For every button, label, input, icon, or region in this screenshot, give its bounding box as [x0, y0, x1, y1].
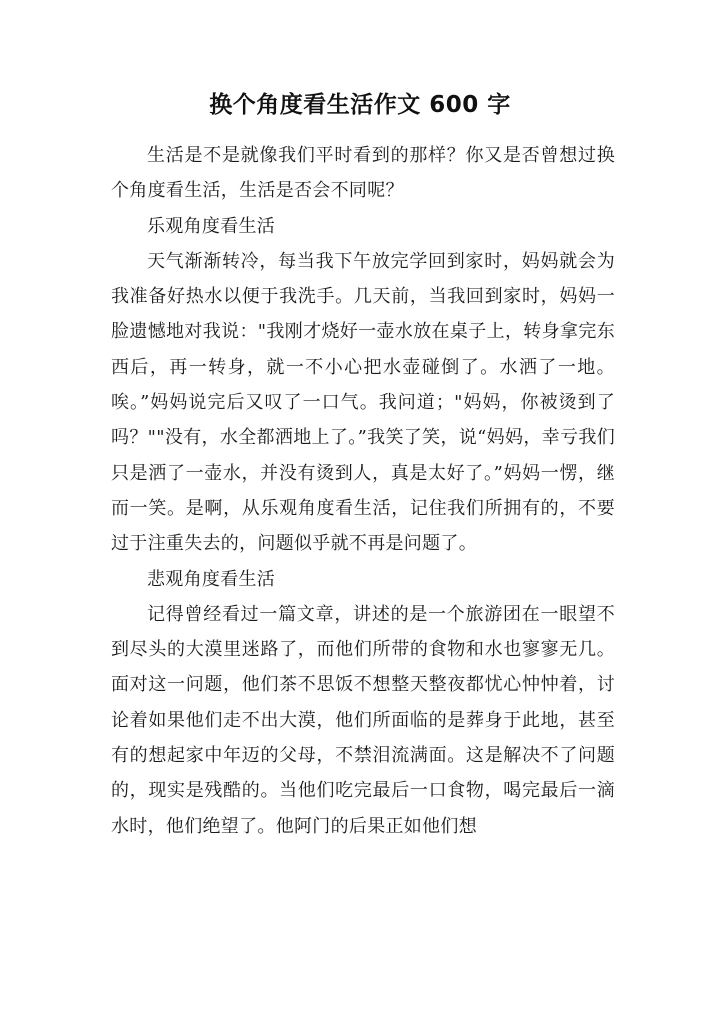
paragraph-pessimistic: 记得曾经看过一篇文章，讲述的是一个旅游团在一眼望不到尽头的大漠里迷路了，而他们所带的食物和水也寥寥无几。面对这一问题，他们茶不思饭不想整天整夜都忧心忡忡着，讨论着如果他们走不出大漠，他们所面临的是葬身于此地，甚至有的想起家中年迈的父母，不禁泪流满面。这是解决不了问题的，现实是残酷的。当他们吃完最后一口食物，喝完最后一滴水时，他们绝望了。他阿门的后果正如他们想 — [111, 603, 615, 837]
section-heading-pessimistic: 悲观角度看生活 — [147, 568, 276, 590]
section-heading-optimistic: 乐观角度看生活 — [147, 215, 276, 237]
paragraph-intro: 生活是不是就像我们平时看到的那样？你又是否曾想过换个角度看生活，生活是否会不同呢？ — [111, 145, 615, 202]
article-body — [111, 138, 615, 844]
page-title: 换个角度看生活作文 600 字 — [209, 92, 511, 118]
paragraph-optimistic: 天气渐渐转冷，每当我下午放完学回到家时，妈妈就会为我准备好热水以便于我洗手。几天前，当我回到家时，妈妈一脸遗憾地对我说："我刚才烧好一壶水放在桌子上，转身拿完东西后，再一转身，就一不小心把水壶碰倒了。水洒了一地。唉。”妈妈说完后又叹了一口气。我问道；"妈妈，你被烫到了吗？""没有，水全都洒地上了。”我笑了笑，说“妈妈，幸亏我们只是洒了一壶水，并没有烫到人，真是太好了。”妈妈一愣，继而一笑。是啊，从乐观角度看生活，记住我们所拥有的，不要过于注重失去的，问题似乎就不再是问题了。 — [111, 250, 615, 555]
